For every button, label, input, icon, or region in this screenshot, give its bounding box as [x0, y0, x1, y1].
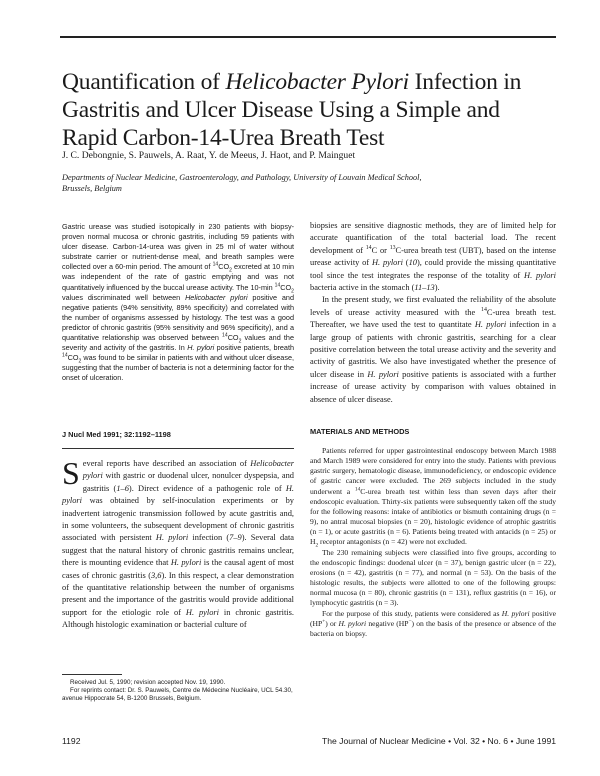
footnote-divider: [62, 674, 122, 675]
reprints-note: For reprints contact: Dr. S. Pauwels, Centre de Médecine Nucléaire, UCL 54.30, avenue Hippocrate 54, B-1200 Brussels, Belgium.: [62, 687, 293, 703]
article-title: Quantification of Helicobacter Pylori Infection in Gastritis and Ulcer Disease Using a Simple and Rapid Carbon-14-Urea Breath Test: [62, 68, 522, 151]
methods-text: [310, 446, 556, 639]
paragraph: In the present study, we first evaluated the reliability of the absolute levels of urease activity measured with the $^{14}$C-urea breath test. Thereafter, we have used the test to quantitate H. pylori infection in a large group of patients with chronic gastritis, searching for a clear positive correlation between the total urease activity and the severity and activity of gastritis. We also have investigated whether the presence of ulcer disease in H. pylori positive patients is associated with a further increase of urease activity by comparison with values obtained in absence of ulcer disease.: [310, 295, 557, 404]
section-heading-methods: MATERIALS AND METHODS: [310, 427, 410, 436]
top-rule: [60, 36, 556, 38]
paragraph: The 230 remaining subjects were classified into five groups, according to the endoscopic findings: duodenal ulcer (n = 37), benign gastric ulcer (n = 22), erosions (n = 42), gastritis (n = 77), and normal (n = 53). On the basis of the histologic results, the subjects were allotted to one of the following groups: normal mucosa (n = 80), chronic gastritis (n = 131), reflux gastritis (n = 16), or lymphocytic gastritis (n = 3).: [310, 547, 556, 608]
page-number: 1192: [62, 736, 81, 746]
paragraph: biopsies are sensitive diagnostic methods, they are of limited help for accurate quantification of the total bacterial load. The recent development of $^{14}$C or $^{13}$C-urea breath test (UBT), based on the intense urease activity of H. pylori (10), could provide the missing quantitative tool since the test integrates the response of the totality of H. pylori bacteria active in the stomach (11–13).: [310, 221, 556, 293]
abstract: Gastric urease was studied isotopically in 230 patients with biopsy-proven normal mucosa or chronic gastritis, including 59 patients with ulcer disease. Carbon-14-urea was given in 25 ml of water without substrate carrier or nutrient-dense meal, and breath samples were collected over a 60-min period. The amount of $^{14}CO_2$ excreted at 10 min was independent of the rate of gastric emptying and was not quantitatively influenced by the buccal urease activity. The 10-min $^{14}CO_2$ values discriminated well between Helicobacter pylori positive and negative patients (94% sensitivity, 89% specificity) and correlated with the number of organisms assessed by histology. The test was a good predictor of chronic gastritis (95% sensitivity and 96% specificity), and a quantitative relationship was observed between $^{14}CO_2$ values and the severity and activity of the gastritis. In H. pylori positive patients, breath $^{14}CO_2$ was found to be similar in patients with and without ulcer disease, suggesting that the number of bacteria is not a determining factor for the onset of ulceration.: [62, 222, 294, 383]
introduction-text: Several reports have described an association of Helicobacter pylori with gastric or duodenal ulcer, nonulcer dyspepsia, and gastritis (1–6). Direct evidence of a pathogenic role of H. pylori was obtained by self-inoculation experiments or by inadvertent iatrogenic transmission followed by acute gastritis and, in some volunteers, the subsequent development of chronic gastritis associated with persistent H. pylori infection (7–9). Several data suggest that the natural history of chronic gastritis remains unclear, there is mounting evidence that H. pylori is the causal agent of most cases of chronic gastritis (3,6). In this respect, a clear demonstration of the quantitative relationship between the number of organisms present and the importance of the gastritis would provide additional support for the etiologic role of H. pylori in chronic gastritis. Although histologic examination or bacterial culture of: [62, 455, 295, 630]
author-list: J. C. Debongnie, S. Pauwels, A. Raat, Y. de Meeus, J. Haot, and P. Mainguet: [62, 150, 356, 161]
journal-citation: J Nucl Med 1991; 32:1192–1198: [62, 430, 171, 439]
received-date-note: Received Jul. 5, 1990; revision accepted Nov. 19, 1990.: [70, 679, 226, 686]
affiliation: Departments of Nuclear Medicine, Gastroenterology, and Pathology, University of Louvain Medical School, Brussels, Belgium: [62, 173, 422, 193]
right-column-text: [310, 220, 556, 406]
paragraph: For the purpose of this study, patients were considered as H. pylori positive (HP+) or H. pylori negative (HP−) on the basis of the presence or absence of the bacteria on biopsy.: [310, 608, 556, 638]
paragraph: Patients referred for upper gastrointestinal endoscopy between March 1988 and March 1989 were considered for entry into the study. Patients with previous gastric surgery, hematologic disease, immunodeficiency, or endoscopic evidence of gastric cancer were excluded. The 269 subjects included in the study underwent a $^{14}$C-urea breath test within less than seven days after their endoscopic evaluation. Thirty-six patients were subsequently taken off the study for the following reasons: intake of antibiotics or bismuth containing drugs (n = 9), no antral mucosal biopsies (n = 20), histologic evidence of atrophic gastritis (n = 1), or acute gastritis (n = 6). Patients being treated with antacids (n = 25) or $H_2$ receptor antagonists (n = 42) were not excluded.: [310, 446, 557, 549]
abstract-divider: [62, 448, 294, 449]
journal-footer: The Journal of Nuclear Medicine • Vol. 32 • No. 6 • June 1991: [321, 736, 556, 746]
drop-cap: S: [62, 455, 80, 491]
footnotes: [62, 679, 294, 704]
